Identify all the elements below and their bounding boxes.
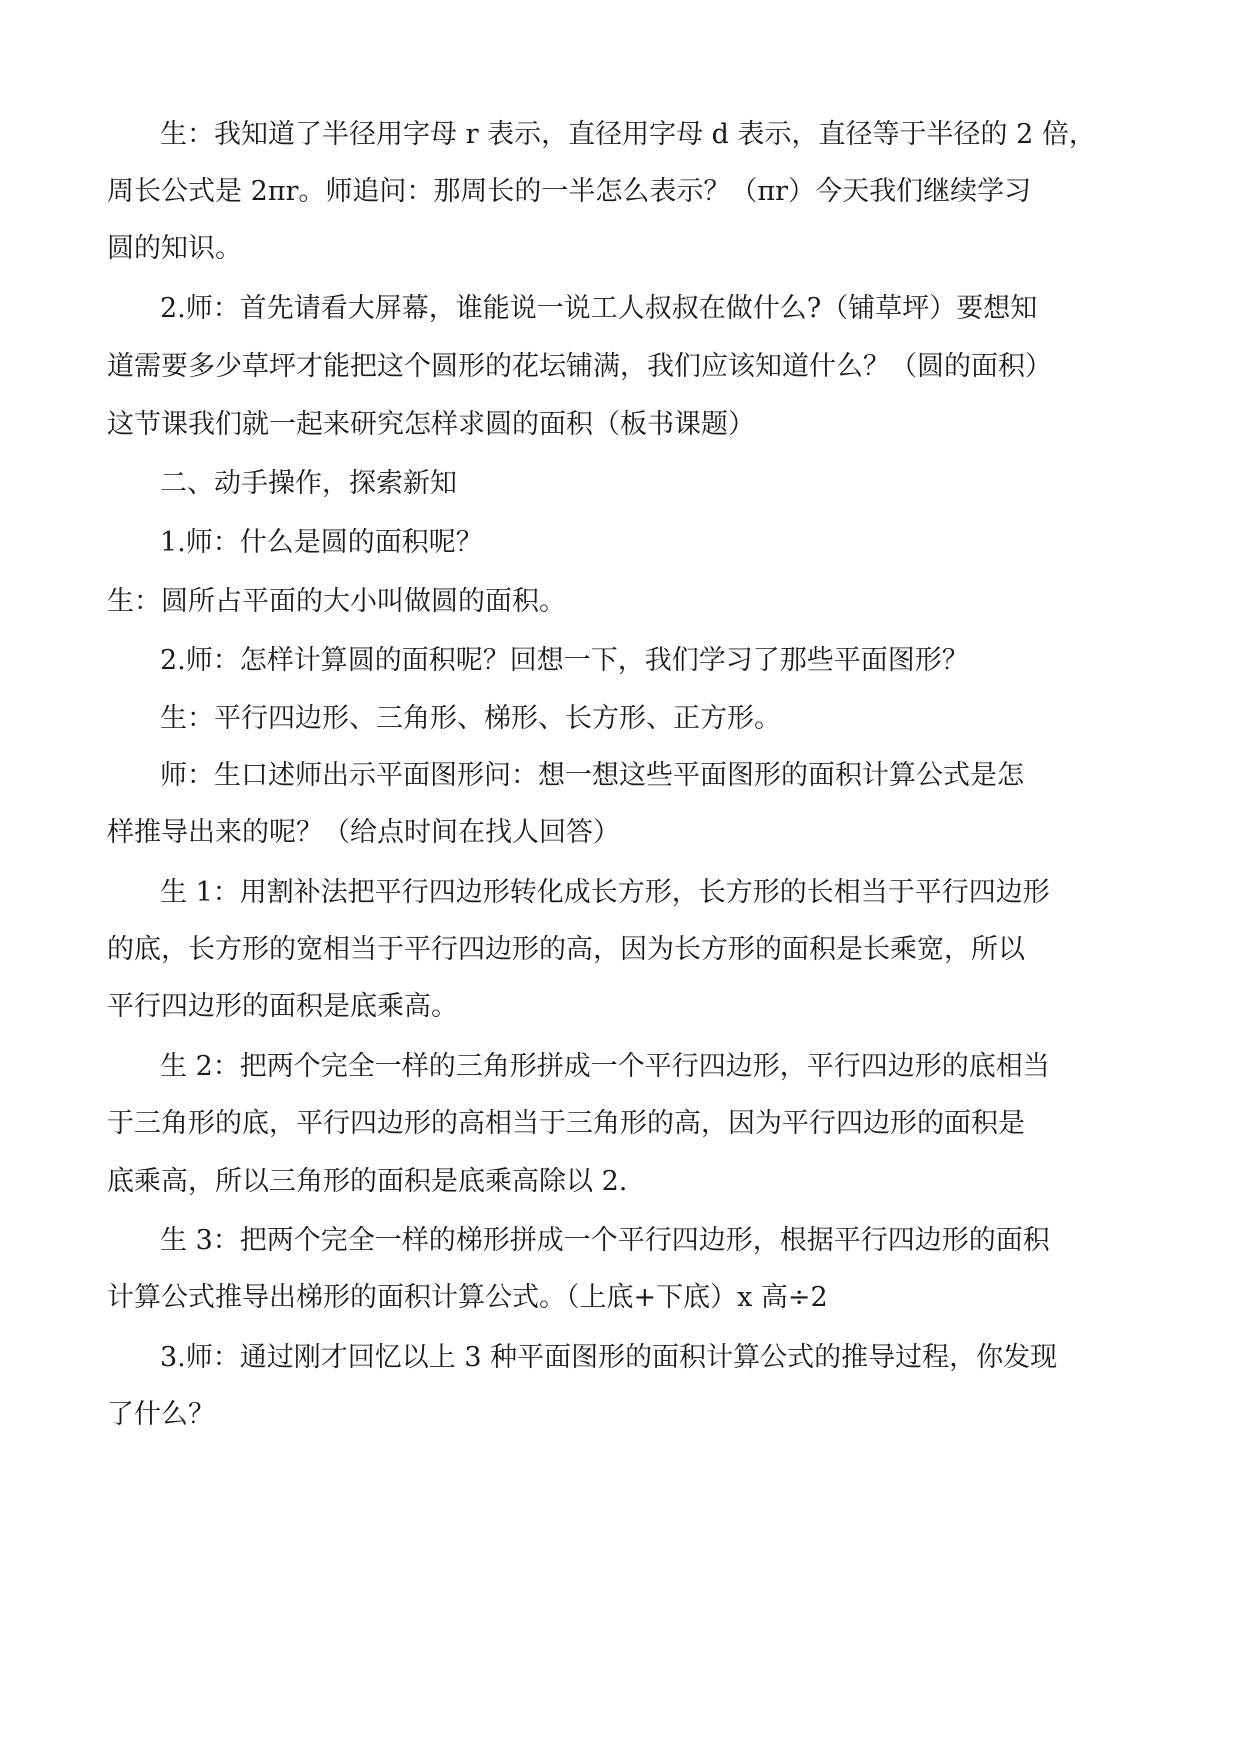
text-line: 生：圆所占平面的大小叫做圆的面积。 <box>107 586 566 617</box>
text-line: 生 2：把两个完全一样的三角形拼成一个平行四边形，平行四边形的底相当 <box>160 1051 1050 1082</box>
text-line: 2.师：首先请看大屏幕，谁能说一说工人叔叔在做什么?（铺草坪）要想知 <box>160 293 1038 324</box>
text-line: 这节课我们就一起来研究怎样求圆的面积（板书课题） <box>107 409 755 440</box>
text-line: 生 3：把两个完全一样的梯形拼成一个平行四边形，根据平行四边形的面积 <box>160 1225 1050 1256</box>
text-line: 道需要多少草坪才能把这个圆形的花坛铺满，我们应该知道什么？（圆的面积） <box>107 351 1052 382</box>
text-line: 周长公式是 2πr。师追问：那周长的一半怎么表示？（πr）今天我们继续学习 <box>107 176 1032 207</box>
text-line: 师：生口述师出示平面图形问：想一想这些平面图形的面积计算公式是怎 <box>160 760 1024 791</box>
text-line: 生 1：用割补法把平行四边形转化成长方形，长方形的长相当于平行四边形 <box>160 877 1050 908</box>
text-line: 生：平行四边形、三角形、梯形、长方形、正方形。 <box>160 703 781 734</box>
text-line: 1.师：什么是圆的面积呢？ <box>160 527 483 558</box>
text-line: 于三角形的底，平行四边形的高相当于三角形的高，因为平行四边形的面积是 <box>107 1108 1025 1139</box>
text-line: 了什么？ <box>107 1399 215 1430</box>
text-line: 计算公式推导出梯形的面积计算公式。（上底+下底）x 高÷2 <box>107 1282 828 1313</box>
text-line: 平行四边形的面积是底乘高。 <box>107 991 458 1022</box>
text-line: 样推导出来的呢？（给点时间在找人回答） <box>107 817 620 848</box>
text-line: 的底，长方形的宽相当于平行四边形的高，因为长方形的面积是长乘宽，所以 <box>107 934 1025 965</box>
text-line: 底乘高，所以三角形的面积是底乘高除以 2. <box>107 1166 628 1197</box>
text-line: 2.师：怎样计算圆的面积呢？回想一下，我们学习了那些平面图形？ <box>160 645 969 676</box>
section-heading: 二、动手操作，探索新知 <box>160 468 457 499</box>
text-line: 圆的知识。 <box>107 233 242 264</box>
text-line: 生：我知道了半径用字母 r 表示，直径用字母 d 表示，直径等于半径的 2 倍， <box>160 119 1096 150</box>
text-line: 3.师：通过刚才回忆以上 3 种平面图形的面积计算公式的推导过程，你发现 <box>160 1342 1058 1373</box>
